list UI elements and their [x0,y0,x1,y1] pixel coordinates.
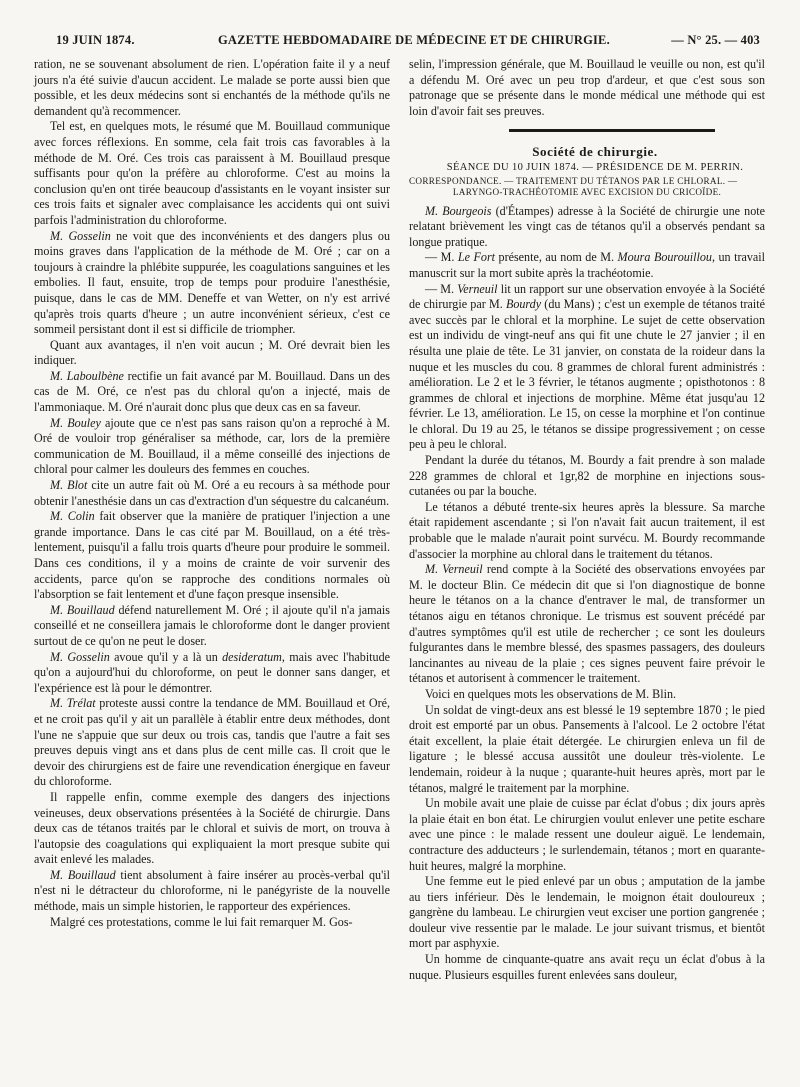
speaker-name: Moura Bourouillou [617,250,712,265]
paragraph: Un homme de cinquante-quatre ans avait reçu un éclat d'obus à la nuque. Plusieurs esquilles furent enlevées sans douleur, [409,952,765,982]
paragraph: M. Bouley ajoute que ce n'est pas sans raison qu'on a reproché à M. Oré de vouloir trop généraliser sa méthode, car, lors de la première communication de M. Bouillaud, il a même conseillé des injections de chloral pour calmer les douleurs des femmes en couches. [34,415,391,477]
speaker-name: M. Bourgeois [425,203,492,218]
header-date: 19 JUIN 1874. [56,33,135,47]
paragraph: M. Blot cite un autre fait où M. Oré a eu recours à sa méthode pour obtenir l'anesthésie dans un cas d'extraction d'un séquestre du calcanéum. [34,478,390,508]
paragraph: M. Gosselin ne voit que des inconvénients et des dangers plus ou moins graves dans l'application de la méthode de M. Oré ; car on a toujours à craindre la phlébite suppurée, les coagulations sanguines et les embolies. Il faut, ensuite, trop de temps pour produire l'anesthésie, puisque, dans le cas de MM. Deneffe et van Wetter, on n'y est arrivé qu'après trois quarts d'heure ; un autre inconvénient sérieux, c'est ce sommeil persistant dont il est si difficile de triompher. [34,228,390,337]
session-line: SÉANCE DU 10 JUIN 1874. — PRÉSIDENCE DE M. PERRIN. [446,161,744,173]
running-header [48,33,760,49]
speaker-name: M. Gosselin [50,228,111,243]
paragraph: M. Verneuil rend compte à la Société des observations envoyées par M. le docteur Blin. Ce médecin dit que si l'on diagnostique de bonne heure le tétanos on a la chance d'entraver le mal, de transformer un tétanos aigu en tétanos chronique. Le trismus est souvent précédé par d'autres symptômes qu'il est utile de rechercher ; ce sont les douleurs fulgurantes dans le membre blessé, des spasmes passagers, des douleurs lancinantes au niveau de la plaie ; ces signes peuvent faire prévoir le tétanos et autorisent à commencer le traitement. [409,562,765,686]
paragraph: Malgré ces protestations, comme le lui fait remarquer M. Gos- [50,914,353,929]
speaker-name: Bourdy [505,297,542,312]
speaker-name: Verneuil [457,281,498,296]
paragraph: Une femme eut le pied enlevé par un obus ; amputation de la jambe au tiers inférieur. Dès le lendemain, le moignon était douloureux ; gangrène du lambeau. Le chirurgien veut exciser une portion gangrenée ; douleur vive ressentie par le malade. Le jour suivant trismus, et bientôt mort par asphyxie. [409,874,765,951]
paragraph: — M. Le Fort présente, au nom de M. Moura Bourouillou, un travail manuscrit sur la mort subite après la trachéotomie. [409,250,766,280]
speaker-name: M. Colin [50,509,95,524]
paragraph: ration, ne se souvenant absolument de rien. L'opération faite il y a neuf jours n'a été suivie d'aucun accident. Le malade se porte aussi bien que possible, et les deux médecins sont si enchantés de la méthode qu'ils ne demandent qu'à recommencer. [34,57,390,118]
paragraph: Le tétanos a débuté trente-six heures après la blessure. Sa marche était rapidement ascendante ; si l'on n'avait fait aucun traitement, il est probable que le malade n'aurait point survécu. M. Bourdy recommande d'associer la morphine au chloral dans le traitement du tétanos. [409,499,765,561]
speaker-name: M. Verneuil [425,562,483,577]
header-journal-title: GAZETTE HEBDOMADAIRE DE MÉDECINE ET DE CHIRURGIE. [218,33,610,47]
correspondence-summary: CORRESPONDANCE. — TRAITEMENT DU TÉTANOS PAR LE CHLORAL. — LARYNGO-TRACHÉOTOMIE AVEC EXCISION DU CRICOÏDE. [409,175,738,198]
paragraph: M. Laboulbène rectifie un fait avancé par M. Bouillaud. Dans un des cas de M. Oré, ce n'est pas du chloral qu'on a injecté, mais de l'ammoniaque. M. Oré n'aurait donc plus que deux cas en sa faveur. [34,368,390,415]
paragraph: Pendant la durée du tétanos, M. Bourdy a fait prendre à son malade 228 grammes de chloral et 1gr,82 de morphine en injections sous-cutanées ou par la bouche. [409,453,765,499]
speaker-name: M. Gosselin [50,649,110,664]
speaker-name: Le Fort [457,250,496,265]
paragraph: M. Trélat proteste aussi contre la tendance de MM. Bouillaud et Oré, et ne croit pas qu'il y ait un parallèle à établir entre deux méthodes, dont l'une ne s'appuie que sur deux ou trois cas, tandis que l'autre a fait ses preuves depuis vingt ans et dans plus de cent mille cas. Il croit que le devoir des chirurgiens est de faire une revendication énergique en faveur du chloroforme. [34,696,390,789]
section-divider [509,129,715,132]
paragraph: M. Bouillaud tient absolument à faire insérer au procès-verbal qu'il n'est ni le détracteur du chloroforme, ni le panégyriste de la nouvelle méthode, mais un simple historien, le rapporteur des expériences. [34,867,391,914]
paragraph: M. Bourgeois (d'Étampes) adresse à la Société de chirurgie une note relatant brièvement les vingt cas de tétanos qu'il a observés pendant sa longue pratique. [409,203,766,249]
paragraph: Il rappelle enfin, comme exemple des dangers des injections veineuses, deux observations présentées à la Société de chirurgie. Dans deux cas de tétanos traités par le chloral et suivis de mort, on trouva à l'autopsie des coagulations qui expliquaient la mort presque subite qui avait enlevé les malades. [34,789,390,867]
header-number-page: — N° 25. — 403 [671,33,760,47]
speaker-name: M. Trélat [50,696,96,711]
latin-term: desideratum [222,649,282,664]
paragraph: Un mobile avait une plaie de cuisse par éclat d'obus ; dix jours après la plaie était en bon état. Le chirurgien voulut enlever une petite eschare avec une pince : le malade ressent une douleur aiguë. Le lendemain, contracture des adducteurs ; le surlendemain, tétanos ; mort en quarante-huit heures, malgré la morphine. [409,796,765,873]
speaker-name: M. Bouillaud [50,867,116,882]
section-title: Société de chirurgie. [532,144,658,160]
paragraph: Tel est, en quelques mots, le résumé que M. Bouillaud communique avec forces réflexions. En somme, cela fait trois cas favorables à la méthode de M. Oré. Ces trois cas paraissent à M. Bouillaud presque suffisants pour qu'on la préfère au chloroforme. C'est au moins la conclusion qu'en ont tirée beaucoup d'assistants en le voyant insister sur ces trois faits et signaler avec complaisance les accidents qui ont suivi parfois l'administration du chloroforme. [34,119,390,227]
paragraph: — M. Verneuil lit un rapport sur une observation envoyée à la Société de chirurgie par M. Bourdy (du Mans) ; c'est un exemple de tétanos traité avec succès par le chloral et la morphine. Le sujet de cette observation est un individu de vingt-neuf ans qui fit une chute le 27 janvier ; il en résulta une plaie de tête. Le 31 janvier, on constata de la roideur dans la nuque et les muscles du cou. 8 grammes de chloral furent administrés : amélioration. Le 2 et le 3 février, le tétanos augmente ; opisthotonos : 8 grammes de chloral et injections de morphine. Même état jusqu'au 12 février. Le 13, amélioration. Le 15, on cesse la morphine et l'on continue le chloral. Du 19 au 25, le tétanos se dissipe progressivement ; on cesse peu à peu le chloral. [409,281,765,452]
speaker-name: M. Bouley [50,415,101,430]
paragraph: selin, l'impression générale, que M. Bouillaud le veuille ou non, est qu'il a défendu M. Oré avec un peu trop d'ardeur, et que c'est sous son patronage que se présente dans le monde médical une méthode qui est loin d'avoir fait ses preuves. [409,57,765,118]
paragraph: M. Colin fait observer que la manière de pratiquer l'injection a une grande importance. Dans le cas cité par M. Bouillaud, on a été très-lentement, puisqu'il a fallu trois quarts d'heure pour produire le sommeil. Dans ces conditions, il y a moins de crainte de voir survenir des accidents, parce qu'on se rapproche des conditions normales où l'absorption se fait lentement et d'une façon presque insensible. [34,509,390,602]
paragraph: Un soldat de vingt-deux ans est blessé le 19 septembre 1870 ; le pied droit est emporté par un obus. Pansements à l'alcool. Le 2 octobre l'état était excellent, la plaie était détergée. Le chirurgien enleva un fil de ligature ; le blessé accusa aussitôt une douleur très-violente. Le lendemain, roideur à la nuque ; quarante-huit heures après, mort par le tétanos, malgré le traitement par la morphine. [409,702,765,795]
speaker-name: M. Blot [50,478,88,493]
paragraph: M. Bouillaud défend naturellement M. Oré ; il ajoute qu'il n'a jamais conseillé et ne conseillera jamais le chloroforme dont le danger provient surtout de ce qu'on ne peut le doser. [34,602,390,648]
speaker-name: M. Bouillaud [50,602,115,617]
paragraph: Voici en quelques mots les observations de M. Blin. [425,686,677,701]
right-column [409,57,765,983]
paragraph: Quant aux avantages, il n'en voit aucun ; M. Oré devrait bien les indiquer. [34,337,390,368]
paragraph: M. Gosselin avoue qu'il y a là un desideratum, mais avec l'habitude qu'on a aujourd'hui du chloroforme, on peut le donner sans danger, et l'expérience est là pour le démontrer. [34,649,390,695]
left-column [34,57,390,930]
speaker-name: M. Laboulbène [50,368,124,383]
